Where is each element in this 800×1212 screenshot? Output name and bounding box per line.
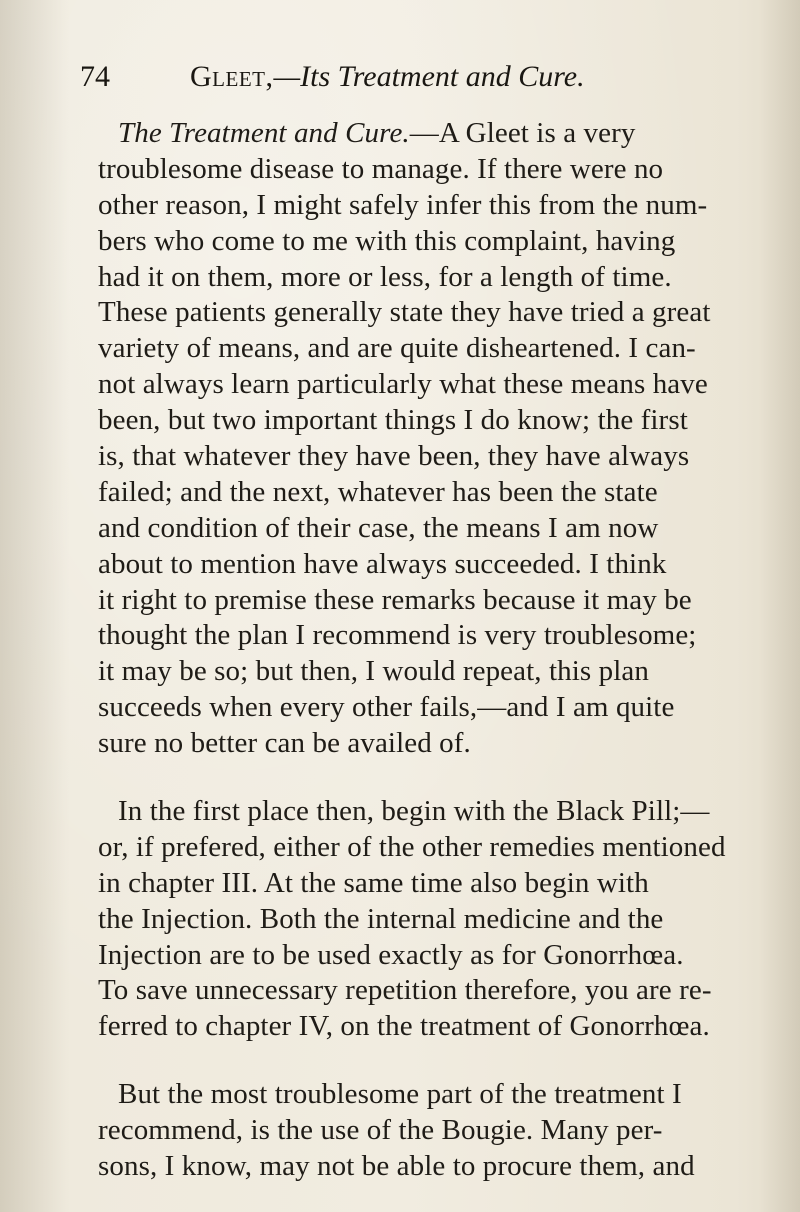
- text-line: succeeds when every other fails,—and I am quite: [98, 691, 675, 724]
- running-title-sub: —Its Treatment and Cure.: [273, 60, 585, 93]
- text-line: is, that whatever they have been, they have always: [98, 440, 690, 473]
- text-line: the Injection. Both the internal medicine and the: [98, 902, 664, 935]
- binding-shadow: [0, 0, 70, 1212]
- text-line: about to mention have always succeeded. I think: [98, 547, 667, 580]
- running-title: [190, 60, 585, 94]
- page-header: [80, 60, 770, 100]
- text-line: sons, I know, may not be able to procure them, and: [98, 1150, 695, 1183]
- text-line: In the first place then, begin with the Black Pill;—: [118, 795, 710, 828]
- text-line: it may be so; but then, I would repeat, this plan: [98, 655, 649, 688]
- text-line: failed; and the next, whatever has been the state: [98, 475, 658, 508]
- text-line: other reason, I might safely infer this from the num-: [98, 188, 708, 221]
- text-line: Injection are to be used exactly as for Gonorrhœa.: [98, 938, 684, 971]
- paragraph: [98, 794, 800, 1045]
- text-line: in chapter III. At the same time also begin with: [98, 866, 649, 899]
- text-line: These patients generally state they have tried a great: [98, 296, 711, 329]
- text-line: and condition of their case, the means I am now: [98, 511, 659, 544]
- body-text: [98, 116, 800, 1185]
- text-line: recommend, is the use of the Bougie. Many per-: [98, 1114, 663, 1147]
- paragraph: [98, 1077, 800, 1185]
- text-line: it right to premise these remarks because it may be: [98, 583, 692, 616]
- page-number: 74: [80, 60, 110, 93]
- text-line: But the most troublesome part of the treatment I: [118, 1078, 682, 1111]
- text-line: bers who come to me with this complaint, having: [98, 224, 676, 257]
- text-line: To save unnecessary repetition therefore, you are re-: [98, 974, 712, 1007]
- text-line: [118, 116, 800, 152]
- text-line: variety of means, and are quite disheartened. I can-: [98, 332, 696, 365]
- text-line: sure no better can be availed of.: [98, 727, 471, 760]
- text-line: or, if prefered, either of the other remedies mentioned: [98, 830, 726, 863]
- text-line: troublesome disease to manage. If there were no: [98, 152, 664, 185]
- text-line: not always learn particularly what these means have: [98, 368, 708, 401]
- paragraph-gap: [118, 1045, 800, 1077]
- text-line: thought the plan I recommend is very troublesome;: [98, 619, 697, 652]
- text-line: been, but two important things I do know; the first: [98, 404, 688, 437]
- paragraph: [98, 116, 800, 762]
- paragraph-gap: [118, 762, 800, 794]
- section-heading: The Treatment and Cure.: [118, 117, 410, 149]
- text-line: ferred to chapter IV, on the treatment of Gonorrhœa.: [98, 1010, 710, 1043]
- running-title-main: Gleet,: [190, 60, 274, 93]
- text-line-content: —A Gleet is a very: [409, 117, 636, 149]
- text-line: had it on them, more or less, for a length of time.: [98, 260, 672, 293]
